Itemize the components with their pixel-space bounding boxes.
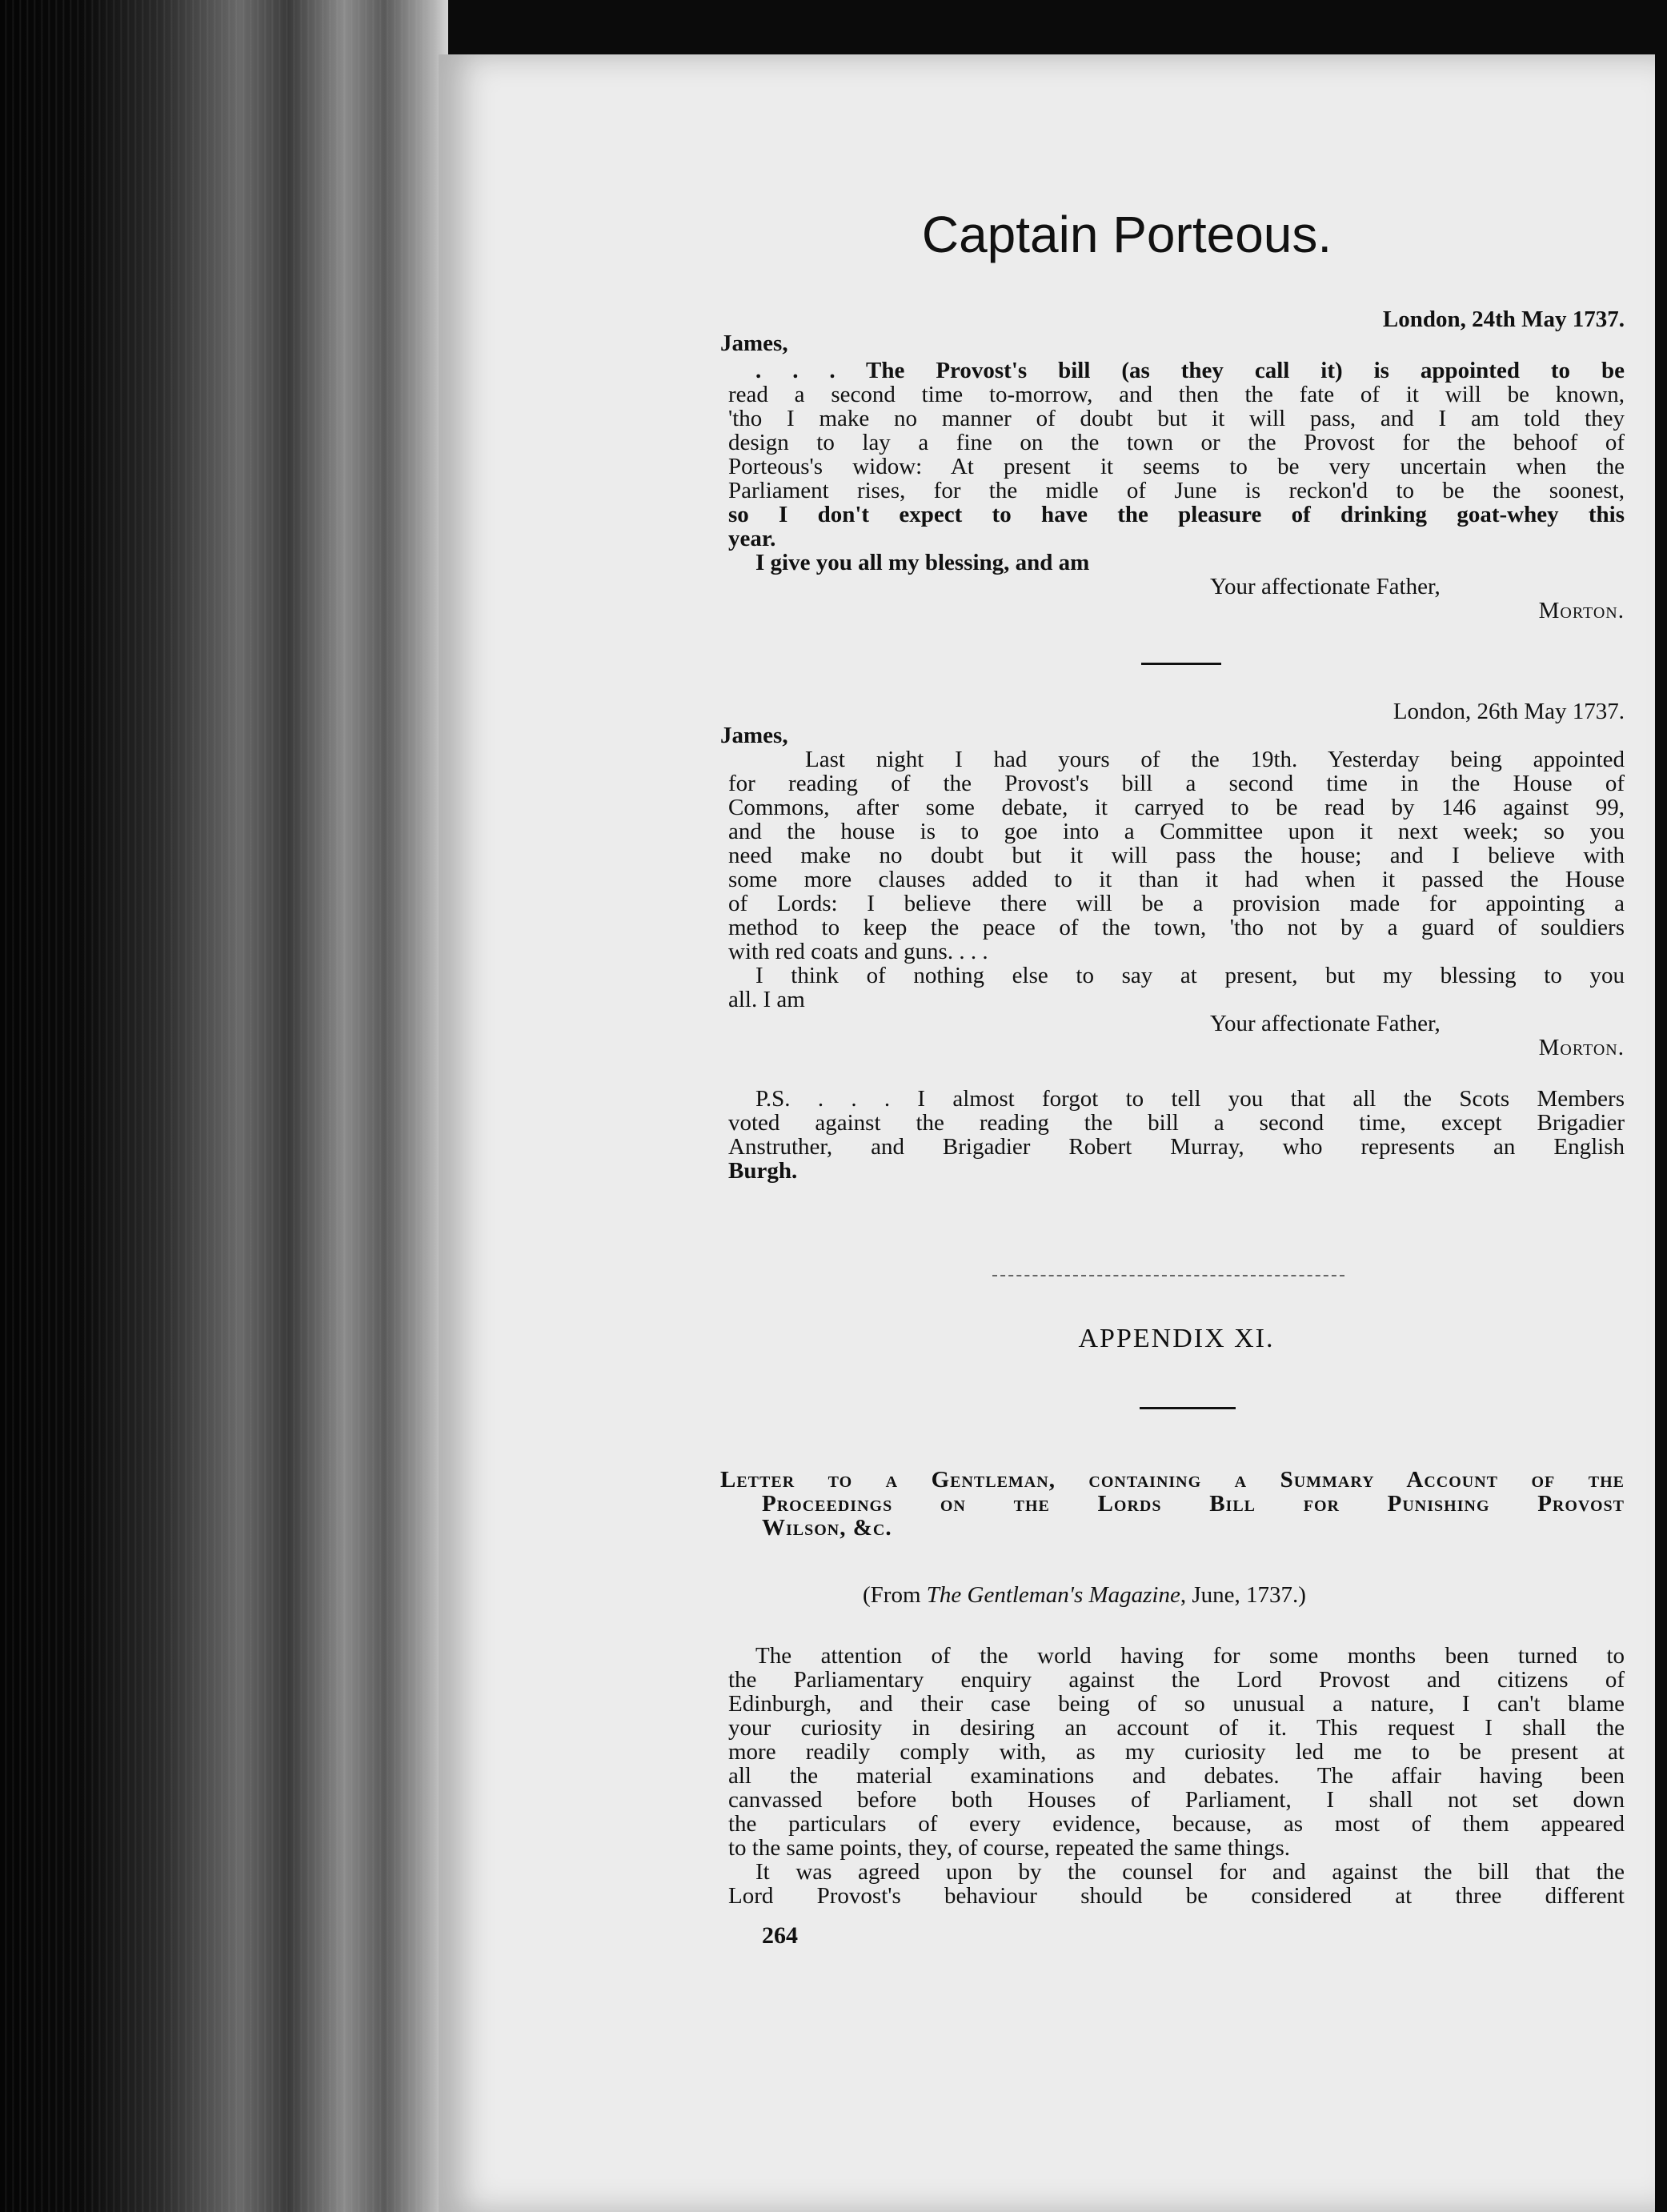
ps-line: P.S. . . . I almost forgot to tell you that all the Scots Members — [755, 1086, 1625, 1112]
book-page — [439, 54, 1655, 2212]
letter2-dateline: London, 26th May 1737. — [1393, 699, 1625, 724]
appendix-body-line: Edinburgh, and their case being of so unusual a nature, I can't blame — [728, 1691, 1625, 1717]
appendix-body-line: the Parliamentary enquiry against the Lord Provost and citizens of — [728, 1667, 1625, 1693]
page-number: 264 — [762, 1922, 798, 1949]
letter1-line: design to lay a fine on the town or the Provost for the behoof of — [728, 430, 1625, 455]
letter1-dateline: London, 24th May 1737. — [1382, 307, 1625, 332]
ps-line: Burgh. — [728, 1158, 798, 1184]
letter1-line: 'tho I make no manner of doubt but it will pass, and I am told they — [728, 406, 1625, 431]
source-title: The Gentleman's Magazine — [926, 1582, 1180, 1608]
letter2-line: I think of nothing else to say at present, but my blessing to you — [755, 963, 1625, 988]
letter1-line: so I don't expect to have the pleasure of drinking goat-whey this — [728, 502, 1625, 527]
appendix-body-line: all the material examinations and debates. The affair having been — [728, 1763, 1625, 1789]
letter2-signature: Morton. — [1538, 1035, 1625, 1060]
letter1-line: Parliament rises, for the midle of June is reckon'd to be the soonest, — [728, 478, 1625, 503]
letter1-signature: Morton. — [1538, 598, 1625, 623]
ps-line: voted against the reading the bill a second time, except Brigadier — [728, 1110, 1625, 1136]
appendix-heading: APPENDIX XI. — [1078, 1324, 1275, 1353]
appendix-subtitle-line: Wilson, &c. — [762, 1515, 892, 1541]
appendix-body-line: more readily comply with, as my curiosity led me to be present at — [728, 1739, 1625, 1765]
ps-line: Anstruther, and Brigadier Robert Murray, who represents an English — [728, 1134, 1625, 1160]
section-divider — [992, 1275, 1344, 1276]
appendix-rule — [1140, 1407, 1236, 1409]
appendix-source — [863, 1583, 1667, 1607]
letter2-line: method to keep the peace of the town, 'tho not by a guard of souldiers — [728, 915, 1625, 940]
letter1-salutation: James, — [720, 331, 788, 356]
appendix-subtitle-line: Proceedings on the Lords Bill for Punishing Provost — [762, 1491, 1625, 1517]
letter2-line: with red coats and guns. . . . — [728, 939, 988, 964]
appendix-subtitle-line: Letter to a Gentleman, containing a Summary Account of the — [720, 1467, 1625, 1493]
source-prefix: (From — [863, 1582, 927, 1608]
letter2-line: all. I am — [728, 987, 805, 1012]
letter1-line: read a second time to-morrow, and then the fate of it will be known, — [728, 382, 1625, 407]
source-suffix: , June, 1737.) — [1180, 1582, 1306, 1608]
appendix-body-line: your curiosity in desiring an account of it. This request I shall the — [728, 1715, 1625, 1741]
letter2-line: Last night I had yours of the 19th. Yesterday being appointed — [805, 747, 1625, 772]
appendix-body-line: The attention of the world having for some months been turned to — [755, 1643, 1625, 1669]
letter1-closing: Your affectionate Father, — [1210, 574, 1441, 599]
letter1-line: year. — [728, 526, 776, 551]
appendix-body-line: canvassed before both Houses of Parliament, I shall not set down — [728, 1787, 1625, 1813]
letter1-line: Porteous's widow: At present it seems to be very uncertain when the — [728, 454, 1625, 479]
letter1-line: . . . The Provost's bill (as they call it) is appointed to be — [755, 358, 1625, 383]
letter2-line: of Lords: I believe there will be a provision made for appointing a — [728, 891, 1625, 916]
letter2-salutation: James, — [720, 723, 788, 748]
letter2-line: some more clauses added to it than it had when it passed the House — [728, 867, 1625, 892]
letter2-line: Commons, after some debate, it carryed to be read by 146 against 99, — [728, 795, 1625, 820]
appendix-body-line: the particulars of every evidence, because, as most of them appeared — [728, 1811, 1625, 1837]
letter2-line: for reading of the Provost's bill a second time in the House of — [728, 771, 1625, 796]
appendix-body-line: Lord Provost's behaviour should be considered at three different — [728, 1883, 1625, 1909]
page-title: Captain Porteous. — [921, 206, 1332, 263]
letter2-line: and the house is to goe into a Committee upon it next week; so you — [728, 819, 1625, 844]
letter2-closing: Your affectionate Father, — [1210, 1011, 1441, 1036]
book-gutter — [0, 0, 448, 2212]
appendix-body-line: It was agreed upon by the counsel for and against the bill that the — [755, 1859, 1625, 1885]
letter1-line: I give you all my blessing, and am — [755, 550, 1090, 575]
appendix-body-line: to the same points, they, of course, repeated the same things. — [728, 1835, 1290, 1861]
letter2-line: need make no doubt but it will pass the house; and I believe with — [728, 843, 1625, 868]
section-rule — [1141, 663, 1221, 665]
